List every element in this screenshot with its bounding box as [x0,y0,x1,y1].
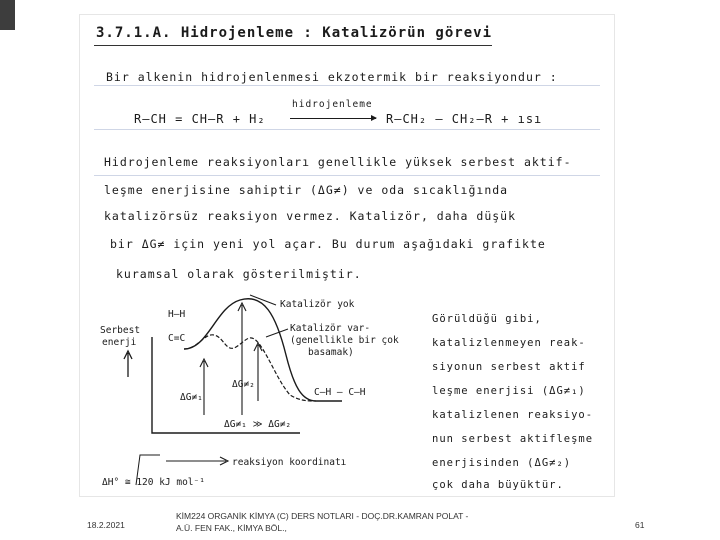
side-note-line: siyonun serbest aktif [432,361,586,373]
accent-bar [0,0,15,30]
dg1-main-arrow [238,303,246,415]
side-note-line: leşme enerjisi (ΔG≠₁) [432,385,586,397]
reactant-cc: C=C [168,333,186,344]
y-axis-label-2: enerji [102,337,137,348]
footer-course-line-2: A.Ü. FEN FAK., KİMYA BÖL., [176,523,287,533]
equation-left: R–CH = CH–R + H₂ [134,112,266,126]
text-line-1: Bir alkenin hidrojenlenmesi ekzotermik bir reaksiyondur : [106,70,558,84]
label-enthalpy: ΔH° ≅ 120 kJ mol⁻¹ [102,477,205,488]
label-catalyst-1: Katalizör var- [290,323,371,334]
footer-date: 18.2.2021 [87,520,125,530]
dg1-arrow [200,359,208,415]
y-axis-label-1: Serbest [100,325,141,336]
text-line-2: Hidrojenleme reaksiyonları genellikle yüksek serbest aktif- [104,155,572,169]
label-no-catalyst: Katalizör yok [280,299,355,310]
label-catalyst-2: (genellikle bir çok [290,335,399,346]
reactant-hh: H–H [168,309,186,320]
label-dg2: ΔG≠₂ [232,379,255,390]
handwritten-note-page [79,14,615,497]
page-title: 3.7.1.A. Hidrojenleme : Katalizörün görevi [96,25,493,41]
x-axis-arrow [166,457,228,465]
footer-page-number: 61 [635,520,645,530]
label-dg-comparison: ΔG≠₁ ≫ ΔG≠₂ [224,419,292,430]
side-note-line: katalizlenen reaksiyo- [432,409,594,421]
text-line-5: bir ΔG≠ için yeni yol açar. Bu durum aşağıdaki grafikte [110,237,546,251]
footer-course-line-1: KİM224 ORGANİK KİMYA (C) DERS NOTLARI - DOÇ.DR.KAMRAN POLAT - [176,511,469,521]
leader-catalyst [266,329,288,337]
footer-course-info [176,510,556,534]
side-note-line: Görüldüğü gibi, [432,313,542,325]
label-catalyst-3: basamak) [308,347,354,358]
equation-arrow-label: hidrojenleme [292,99,373,110]
side-note-line: çok daha büyüktür. [432,479,564,491]
label-dg1: ΔG≠₁ [180,392,203,403]
text-line-6: kuramsal olarak gösterilmiştir. [116,267,362,281]
y-axis-arrow [124,351,132,377]
text-line-4: katalizörsüz reaksiyon vermez. Katalizör, daha düşük [104,209,517,223]
dg2-arrow [254,343,262,401]
side-note-line: katalizlenmeyen reak- [432,337,586,349]
label-product: C–H – C–H [314,387,366,398]
energy-diagram [80,15,614,496]
equation-right: R–CH₂ – CH₂–R + ısı [386,112,543,126]
text-line-3: leşme enerjisine sahiptir (ΔG≠) ve oda sıcaklığında [104,183,509,197]
side-note-line: nun serbest aktifleşme [432,433,594,445]
x-axis-label: reaksiyon koordinatı [232,457,347,468]
side-note-line: enerjisinden (ΔG≠₂) [432,457,572,469]
